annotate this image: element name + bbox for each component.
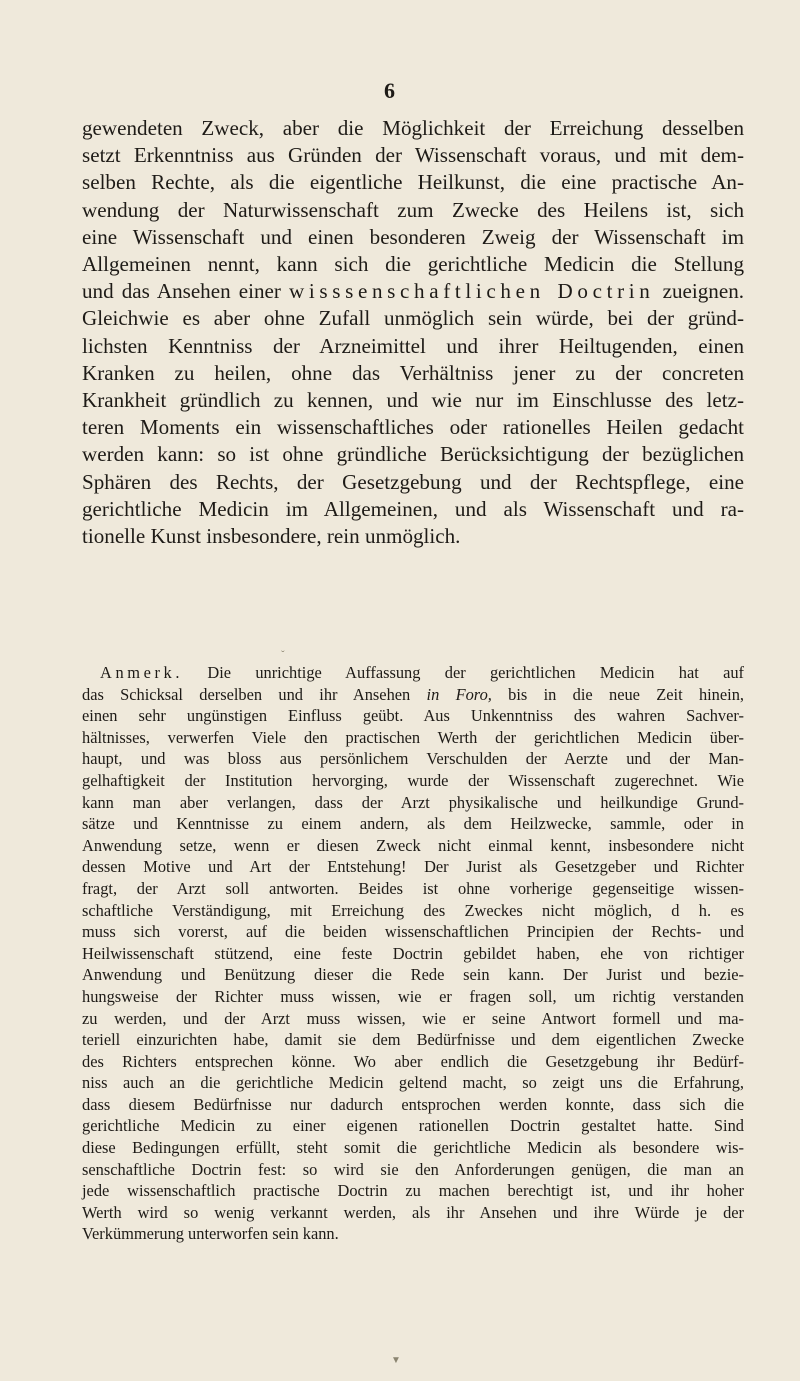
note-line: kann man aber verlangen, dass der Arzt physikalische und heilkundige Grund- <box>82 792 744 812</box>
note-line: zu werden, und der Arzt muss wissen, wie er seine Antwort formell und ma- <box>82 1008 744 1028</box>
text-line: wendung der Naturwissenschaft zum Zwecke des Heilens ist, sich <box>82 197 744 222</box>
text-line-last: tionelle Kunst insbesondere, rein unmöglich. <box>82 524 461 549</box>
main-paragraph <box>82 115 744 550</box>
text-line: eine Wissenschaft und einen besonderen Zweig der Wissenschaft im <box>82 224 744 249</box>
note-line: sätze und Kenntnisse zu einem andern, als dem Heilzwecke, sammle, oder in <box>82 814 744 834</box>
note-line: senschaftliche Doctrin fest: so wird sie den Anforderungen genügen, die man an <box>82 1159 744 1179</box>
note-line: gelhaftigkeit der Institution hervorging, wurde der Wissenschaft zugerechnet. Wie <box>82 770 744 790</box>
text-line: gerichtliche Medicin im Allgemeinen, und als Wissenschaft und ra- <box>82 496 744 521</box>
note-line: Anwendung und Benützung dieser die Rede sein kann. Der Jurist und bezie- <box>82 965 744 985</box>
text-line: Gleichwie es aber ohne Zufall unmöglich sein würde, bei der gründ- <box>82 306 744 331</box>
note-line: hältnisses, verwerfen Viele den practischen Werth der gerichtlichen Medicin über- <box>82 727 744 747</box>
note-line: Heilwissenschaft stützend, eine feste Doctrin gebildet haben, ehe von richtiger <box>82 943 744 963</box>
text-line: gewendeten Zweck, aber die Möglichkeit der Erreichung desselben <box>82 116 744 140</box>
note-line: Anwendung setze, wenn er diesen Zweck nicht einmal kennt, insbesondere nicht <box>82 835 744 855</box>
text-fragment: zueignen. <box>654 279 745 304</box>
text-line: lichsten Kenntniss der Arzneimittel und ihrer Heiltugenden, einen <box>82 333 744 358</box>
note-line: hungsweise der Richter muss wissen, wie er fragen soll, um richtig verstanden <box>82 986 744 1006</box>
page-number: 6 <box>384 78 395 103</box>
note-line: haupt, und was bloss aus persönlichem Verschulden der Aerzte und der Man- <box>82 749 744 769</box>
note-line: muss sich vorerst, auf die beiden wissenschaftlichen Principien der Rechts- und <box>82 922 744 942</box>
note-line: diese Bedingungen erfüllt, steht somit die gerichtliche Medicin als besondere wis- <box>82 1138 744 1158</box>
note-line: dass diesem Bedürfnisse nur dadurch entsprochen werden konnte, dass sich die <box>82 1094 744 1114</box>
text-fragment: bis in die neue Zeit hinein, <box>491 684 745 704</box>
text-line: Kranken zu heilen, ohne das Verhältniss jener zu der concreten <box>82 360 744 385</box>
annotation-note <box>82 662 744 1245</box>
text-line: Krankheit gründlich zu kennen, und wie nur im Einschlusse des letz- <box>82 388 744 413</box>
note-line: gerichtliche Medicin zu einer eigenen rationellen Doctrin gestaltet hatte. Sind <box>82 1116 744 1136</box>
note-first-line <box>82 662 744 684</box>
text-line: werden kann: so ist ohne gründliche Berücksichtigung der bezüglichen <box>82 442 744 467</box>
note-line: des Richters entsprechen könne. Wo aber endlich die Gesetzgebung ihr Bedürf- <box>82 1051 744 1071</box>
text-fragment: Die unrichtige Auffassung der gerichtlichen Medicin hat auf <box>183 663 744 682</box>
text-line: setzt Erkenntniss aus Gründen der Wissenschaft voraus, und mit dem- <box>82 143 744 168</box>
text-line: teren Moments ein wissenschaftliches oder rationelles Heilen gedacht <box>82 415 744 440</box>
note-line: dessen Motive und Art der Entstehung! Der Jurist als Gesetzgeber und Richter <box>82 857 744 877</box>
note-line-last: Verkümmerung unterworfen sein kann. <box>82 1224 339 1244</box>
note-line: fragt, der Arzt soll antworten. Beides ist ohne vorherige gegenseitige wissen- <box>82 878 744 898</box>
note-label: Anmerk. <box>100 663 184 682</box>
note-line <box>82 684 744 706</box>
print-mark: ˇ <box>281 649 285 661</box>
note-line: einen sehr ungünstigen Einfluss geübt. Aus Unkenntniss des wahren Sachver- <box>82 706 744 726</box>
text-line: selben Rechte, als die eigentliche Heilkunst, die eine practische An- <box>82 170 744 195</box>
note-line: schaftliche Verständigung, mit Erreichung des Zweckes nicht möglich, d h. es <box>82 900 744 920</box>
text-line: Sphären des Rechts, der Gesetzgebung und der Rechtspflege, eine <box>82 469 744 494</box>
text-line: Allgemeinen nennt, kann sich die gerichtliche Medicin die Stellung <box>82 252 744 277</box>
spaced-emphasis: wisssenschaftlichen Doctrin <box>289 279 655 304</box>
note-line: Werth wird so wenig verkannt werden, als ihr Ansehen und ihre Würde je der <box>82 1202 744 1222</box>
text-fragment: und das Ansehen einer <box>82 279 290 304</box>
note-line: jede wissenschaftlich practische Doctrin zu machen berechtigt ist, und ihr hoher <box>82 1181 744 1201</box>
text-line-spaced <box>82 278 744 305</box>
italic-phrase: in Foro, <box>426 684 492 704</box>
text-fragment: das Schicksal derselben und ihr Ansehen <box>82 684 427 704</box>
note-line: niss auch an die gerichtliche Medicin geltend macht, so zeigt uns die Erfahrung, <box>82 1073 744 1093</box>
print-mark: ▼ <box>391 1355 401 1366</box>
note-line: teriell einzurichten habe, damit sie dem Bedürfnisse und dem eigentlichen Zwecke <box>82 1030 744 1050</box>
